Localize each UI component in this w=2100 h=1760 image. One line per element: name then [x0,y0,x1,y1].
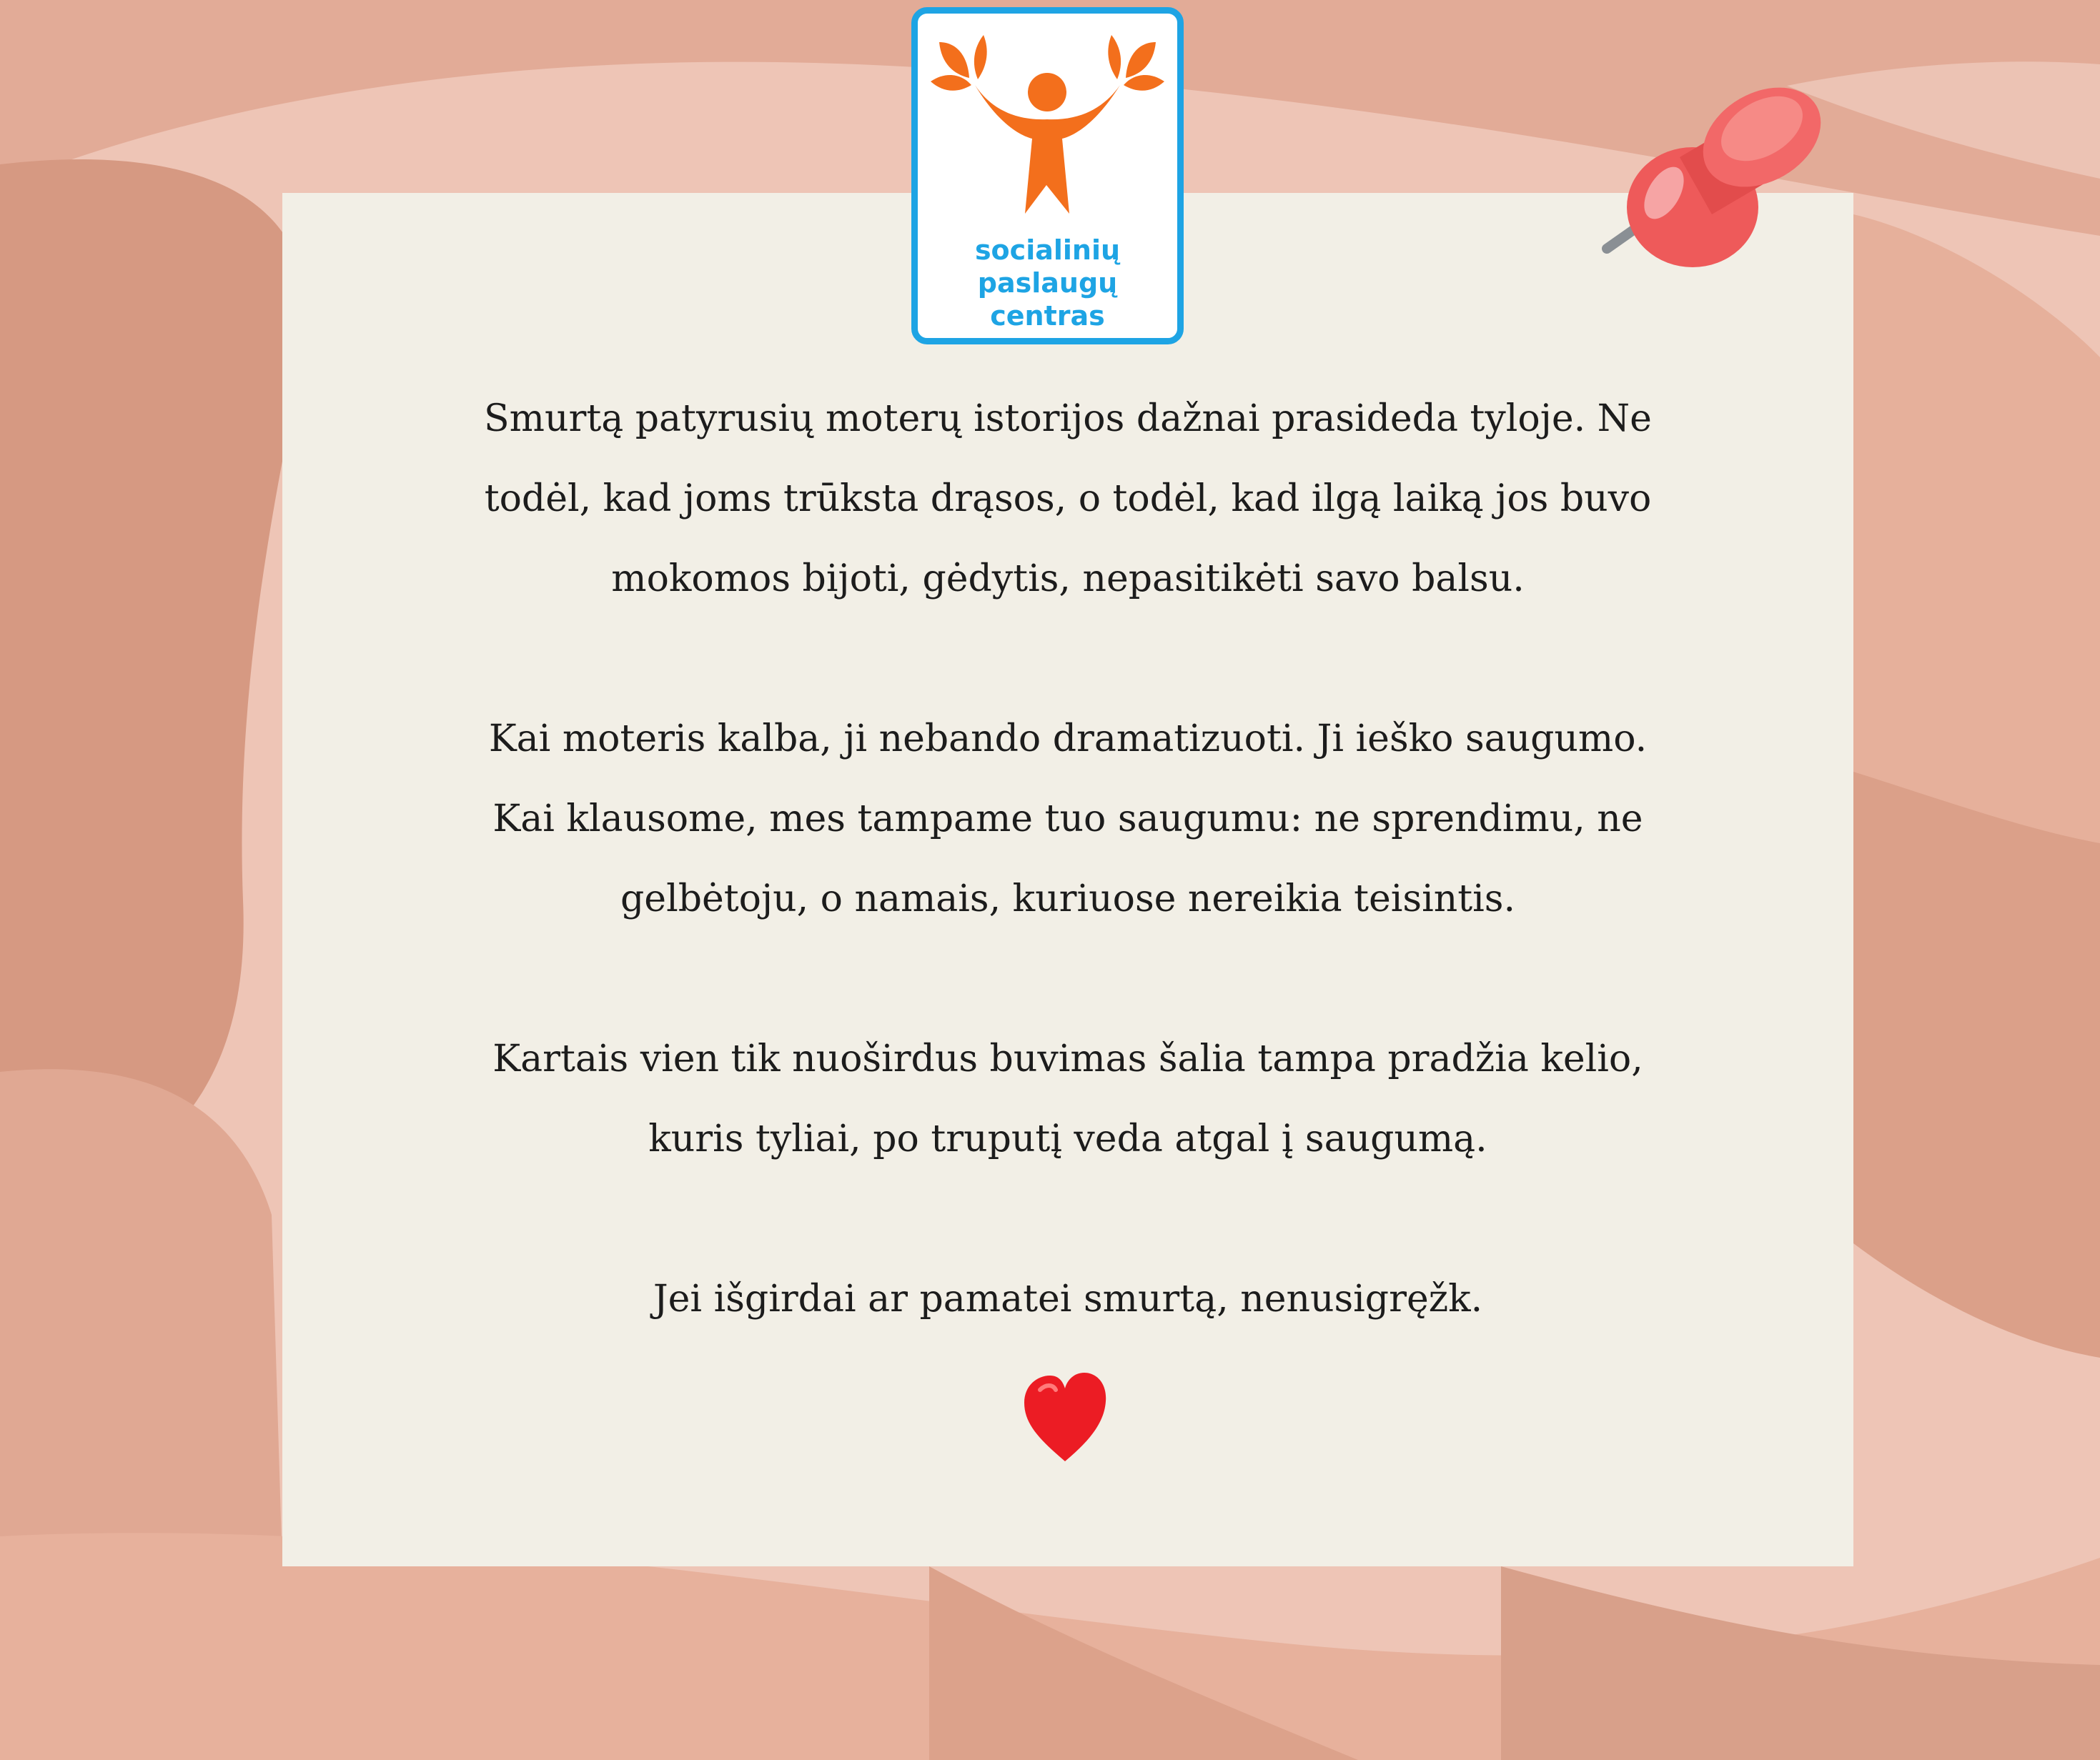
message-line: Kai klausome, mes tampame tuo saugumu: ne sprendimu, ne [492,797,1643,840]
message-line: Kartais vien tik nuoširdus buvimas šalia tampa pradžia kelio, [492,1038,1643,1080]
message-line: Smurtą patyrusių moterų istorijos dažnai prasideda tyloje. Ne [484,397,1652,440]
message-line: Jei išgirdai ar pamatei smurtą, nenusigręžk. [653,1278,1483,1321]
message-line: gelbėtoju, o namais, kuriuose nereikia teisintis. [620,877,1515,920]
paragraph-gap [400,1179,1735,1259]
message-text [400,379,1735,1339]
organization-logo [911,7,1184,344]
message-line: kuris tyliai, po truputį veda atgal į saugumą. [648,1118,1487,1160]
paragraph-gap [400,939,1735,1019]
message-line: mokomos bijoti, gėdytis, nepasitikėti savo balsu. [611,557,1525,600]
paragraph-gap [400,619,1735,699]
logo-text-line: socialinių [974,234,1121,266]
message-line: Kai moteris kalba, ji nebando dramatizuoti. Ji ieško saugumo. [488,717,1648,760]
message-line: todėl, kad joms trūksta drąsos, o todėl, kad ilgą laiką jos buvo [484,477,1652,520]
heart-icon [1019,1368,1111,1468]
push-pin-icon [1594,71,1830,279]
logo-text-line: paslaugų [977,267,1118,299]
logo-text-line: centras [990,300,1105,332]
